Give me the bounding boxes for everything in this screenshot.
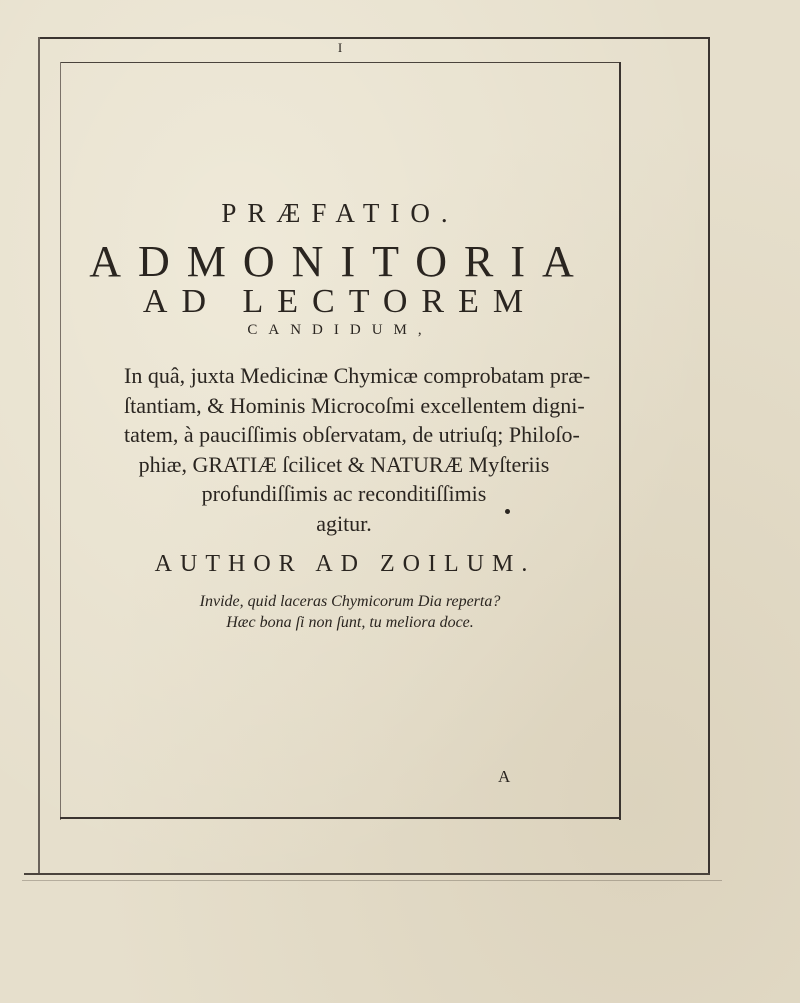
- body-line: ſtantiam, & Hominis Microcoſmi excellentem digni-: [124, 392, 585, 418]
- author-ad-zoilum-heading: AUTHOR AD ZOILUM.: [154, 551, 536, 577]
- verse-line: Invide, quid laceras Chymicorum Dia reperta?: [199, 593, 501, 610]
- outer-border-bottom: [24, 873, 710, 875]
- inner-border-bottom: [60, 817, 620, 819]
- inner-border-left: [60, 62, 61, 820]
- outer-border-top: [38, 37, 710, 39]
- page-number: I: [337, 40, 343, 55]
- title-ad-lectorem: AD LECTOREM: [142, 283, 538, 320]
- verse-line: Hæc bona ſi non ſunt, tu meliora doce.: [226, 614, 474, 631]
- outer-border-left: [38, 37, 40, 874]
- body-line: agitur.: [316, 510, 372, 536]
- signature-mark: A: [498, 767, 511, 786]
- body-line: In quâ, juxta Medicinæ Chymicæ comprobatam præ-: [124, 363, 591, 388]
- inner-border-top: [60, 62, 620, 63]
- body-line: profundiſſimis ac reconditiſſimis: [201, 481, 487, 506]
- outer-border-right: [708, 37, 710, 875]
- body-line: tatem, à pauciſſimis obſervatam, de utriuſq; Philoſo-: [124, 422, 580, 447]
- page-fold-line: [22, 880, 722, 881]
- title-candidum: CANDIDUM,: [247, 322, 433, 338]
- body-line: phiæ, GRATIÆ ſcilicet & NATURÆ Myſteriis: [138, 451, 550, 477]
- ink-spot: [505, 509, 510, 514]
- title-praefatio: PRÆFATIO.: [221, 198, 459, 228]
- inner-border-right: [619, 62, 621, 820]
- preface-body: [124, 361, 591, 538]
- title-admonitoria: ADMONITORIA: [89, 237, 591, 286]
